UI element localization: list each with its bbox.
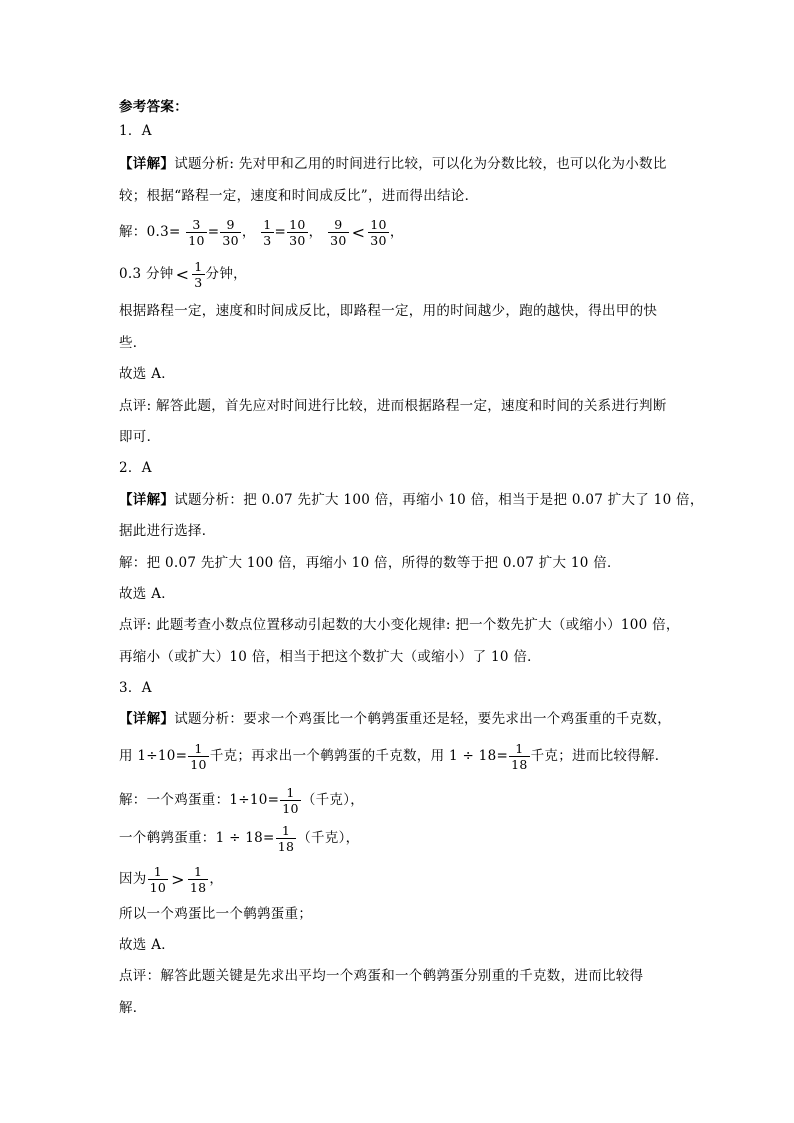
fraction-1-3: $\frac{1}{3}$ [194,259,203,290]
q1-detail-line1: 【详解】试题分析: 先对甲和乙用的时间进行比较，可以化为分数比较，也可以化为小数比 [119,156,667,172]
q3-egg-weight: 解：一个鸡蛋重：1÷10= $\frac{1}{10}$ （千克）， [119,785,365,816]
q2-solution: 解：把 0.07 先扩大 100 倍，再缩小 10 倍，所得的数等于把 0.07 扩大 10 倍． [119,555,621,571]
q2-number: 2．A [119,460,152,476]
fraction-10-30: $\frac{10}{30}$ [289,217,306,248]
fraction-3-10: $\frac{3}{10}$ [188,217,205,248]
q1-solution-line: 解：0.3= $\frac{3}{10}$ = $\frac{9}{30}$ ， $\frac{1}{3}$ = $\frac{10}{30}$ ， $\frac{9}{30}$ < $\frac{10}{30}$ ， [119,217,404,248]
q2-comment-line1: 点评: 此题考查小数点位置移动引起数的大小变化规律: 把一个数先扩大（或缩小）100 倍， [119,617,680,633]
q3-choice: 故选 A． [119,937,176,953]
fraction-1-10: $\frac{1}{10}$ [282,785,299,816]
fraction-10-30: $\frac{10}{30}$ [370,217,387,248]
q3-quail-weight: 一个鹌鹑蛋重：1 ÷ 18= $\frac{1}{18}$ （千克）， [119,823,360,854]
q3-number: 3．A [119,680,152,696]
fraction-9-30: $\frac{9}{30}$ [330,217,347,248]
q3-comment-line2: 解． [119,1000,147,1016]
fraction-1-18: $\frac{1}{18}$ [189,864,207,895]
q2-detail-line2: 据此进行选择． [119,523,216,539]
less-than-sign: < [175,264,190,284]
q1-comment-line1: 点评: 解答此题，首先应对时间进行比较，进而根据路程一定，速度和时间的关系进行判断 [119,398,667,414]
fraction-1-10: $\frac{1}{10}$ [190,741,207,772]
q3-detail-tag: 【详解】 [119,711,175,727]
greater-than-sign: > [171,869,185,889]
q1-number: 1．A [119,123,152,139]
q1-choice: 故选 A． [119,366,176,382]
fraction-1-18: $\frac{1}{18}$ [277,823,295,854]
q3-compare: 因为 $\frac{1}{10}$ > $\frac{1}{18}$ ， [119,864,224,895]
q1-minutes-compare: 0.3 分钟 < $\frac{1}{3}$ 分钟， [119,259,247,290]
q2-comment-line2: 再缩小（或扩大）10 倍，相当于把这个数扩大（或缩小）了 10 倍． [119,649,541,665]
answers-heading: 参考答案： [119,99,188,115]
q3-detail-line1: 【详解】试题分析：要求一个鸡蛋比一个鹌鹑蛋重还是轻，要先求出一个鸡蛋重的千克数， [119,711,672,727]
q1-reason-line2: 些． [119,335,147,351]
fraction-9-30: $\frac{9}{30}$ [222,217,239,248]
q1-detail-line2: 较；根据“路程一定，速度和时间成反比”，进而得出结论． [119,188,479,204]
q1-comment-line2: 即可． [119,429,161,445]
q1-reason-line1: 根据路程一定，速度和时间成反比，即路程一定，用的时间越少，跑的越快，得出甲的快 [119,303,658,319]
q3-detail-line2: 用 1÷10= $\frac{1}{10}$ 千克；再求出一个鹌鹑蛋的千克数，用 1 ÷ 18= $\frac{1}{18}$ 千克；进而比较得解． [119,741,669,772]
fraction-1-3: $\frac{1}{3}$ [263,217,272,248]
q1-detail-tag: 【详解】 [119,156,175,172]
q2-detail-line1: 【详解】试题分析：把 0.07 先扩大 100 倍，再缩小 10 倍，相当于是把 0.07 扩大了 10 倍， [119,492,704,508]
fraction-1-10: $\frac{1}{10}$ [149,864,167,895]
fraction-1-18: $\frac{1}{18}$ [511,741,528,772]
q2-choice: 故选 A． [119,586,176,602]
less-than-sign: < [351,222,366,242]
q2-detail-tag: 【详解】 [119,492,175,508]
q3-comment-line1: 点评：解答此题关键是先求出平均一个鸡蛋和一个鹌鹑蛋分别重的千克数，进而比较得 [119,968,644,984]
q3-conclusion: 所以一个鸡蛋比一个鹌鹑蛋重； [119,906,313,922]
